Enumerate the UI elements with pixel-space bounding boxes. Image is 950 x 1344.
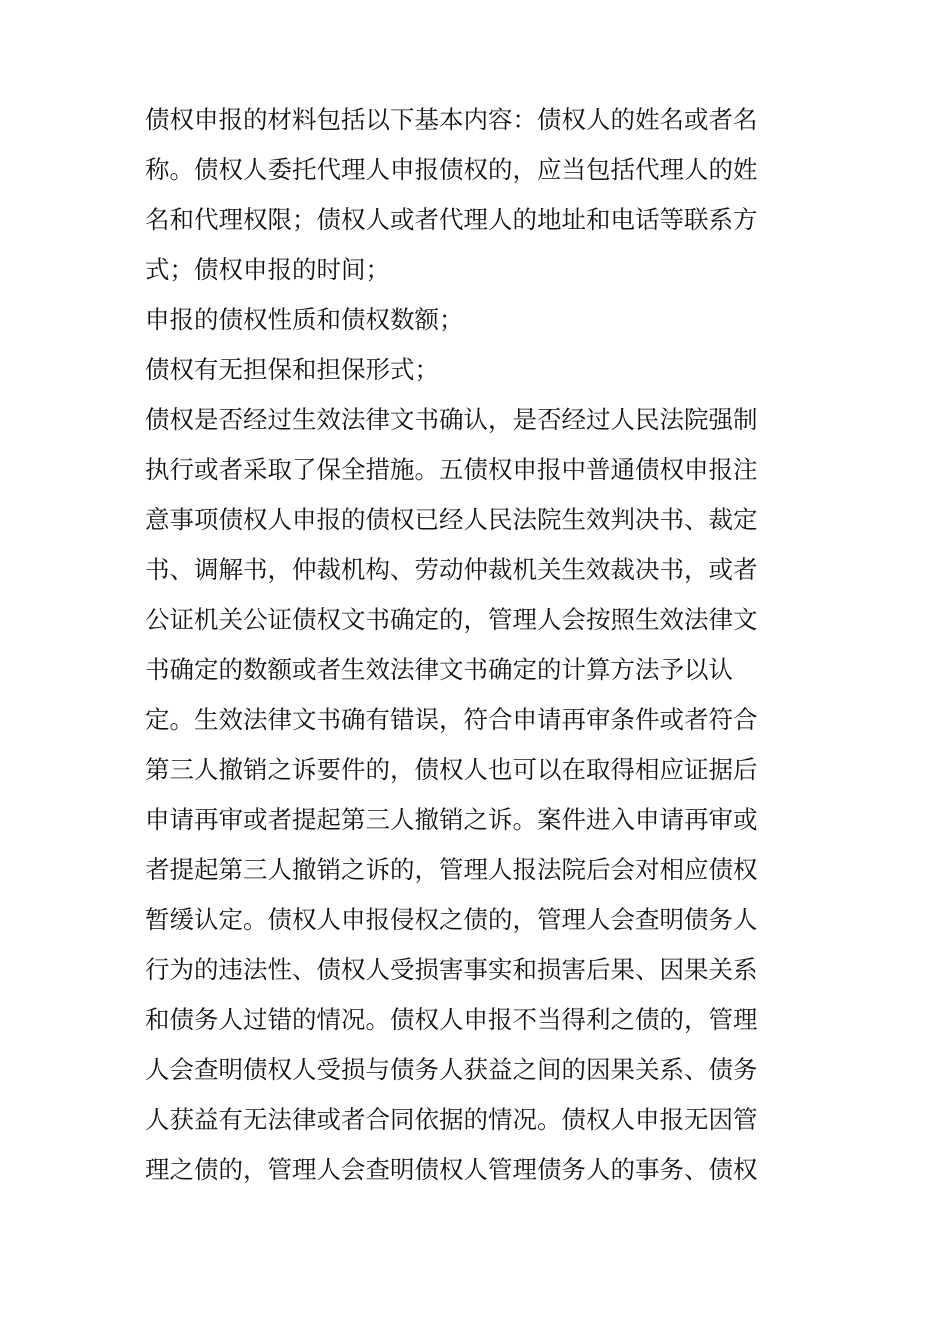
text-line: 第三人撤销之诉要件的，债权人也可以在取得相应证据后 (145, 755, 758, 784)
text-line: 债权申报的材料包括以下基本内容：债权人的姓名或者名 (145, 105, 758, 134)
text-line: 书、调解书，仲裁机构、劳动仲裁机关生效裁决书，或者 (145, 555, 758, 584)
text-line: 公证机关公证债权文书确定的，管理人会按照生效法律文 (145, 605, 758, 634)
text-line: 申报的债权性质和债权数额； (145, 305, 464, 334)
text-line: 执行或者采取了保全措施。五债权申报中普通债权申报注 (145, 455, 758, 484)
text-line: 行为的违法性、债权人受损害事实和损害后果、因果关系 (145, 955, 758, 984)
text-line: 暂缓认定。债权人申报侵权之债的，管理人会查明债务人 (145, 905, 758, 934)
text-line: 名和代理权限；债权人或者代理人的地址和电话等联系方 (145, 205, 758, 234)
text-line: 人获益有无法律或者合同依据的情况。债权人申报无因管 (145, 1105, 758, 1134)
text-line: 意事项债权人申报的债权已经人民法院生效判决书、裁定 (145, 505, 758, 534)
text-line: 定。生效法律文书确有错误，符合申请再审条件或者符合 (145, 705, 758, 734)
text-line: 书确定的数额或者生效法律文书确定的计算方法予以认 (145, 655, 733, 684)
text-line: 式；债权申报的时间； (145, 255, 390, 284)
text-line: 者提起第三人撤销之诉的，管理人报法院后会对相应债权 (145, 855, 758, 884)
text-line: 债权是否经过生效法律文书确认，是否经过人民法院强制 (145, 405, 758, 434)
text-line: 理之债的，管理人会查明债权人管理债务人的事务、债权 (145, 1155, 758, 1184)
document-body (145, 95, 805, 1195)
text-line: 称。债权人委托代理人申报债权的，应当包括代理人的姓 (145, 155, 758, 184)
text-line: 申请再审或者提起第三人撤销之诉。案件进入申请再审或 (145, 805, 758, 834)
text-line: 和债务人过错的情况。债权人申报不当得利之债的，管理 (145, 1005, 758, 1034)
text-line: 人会查明债权人受损与债务人获益之间的因果关系、债务 (145, 1055, 758, 1084)
text-line: 债权有无担保和担保形式； (145, 355, 439, 384)
